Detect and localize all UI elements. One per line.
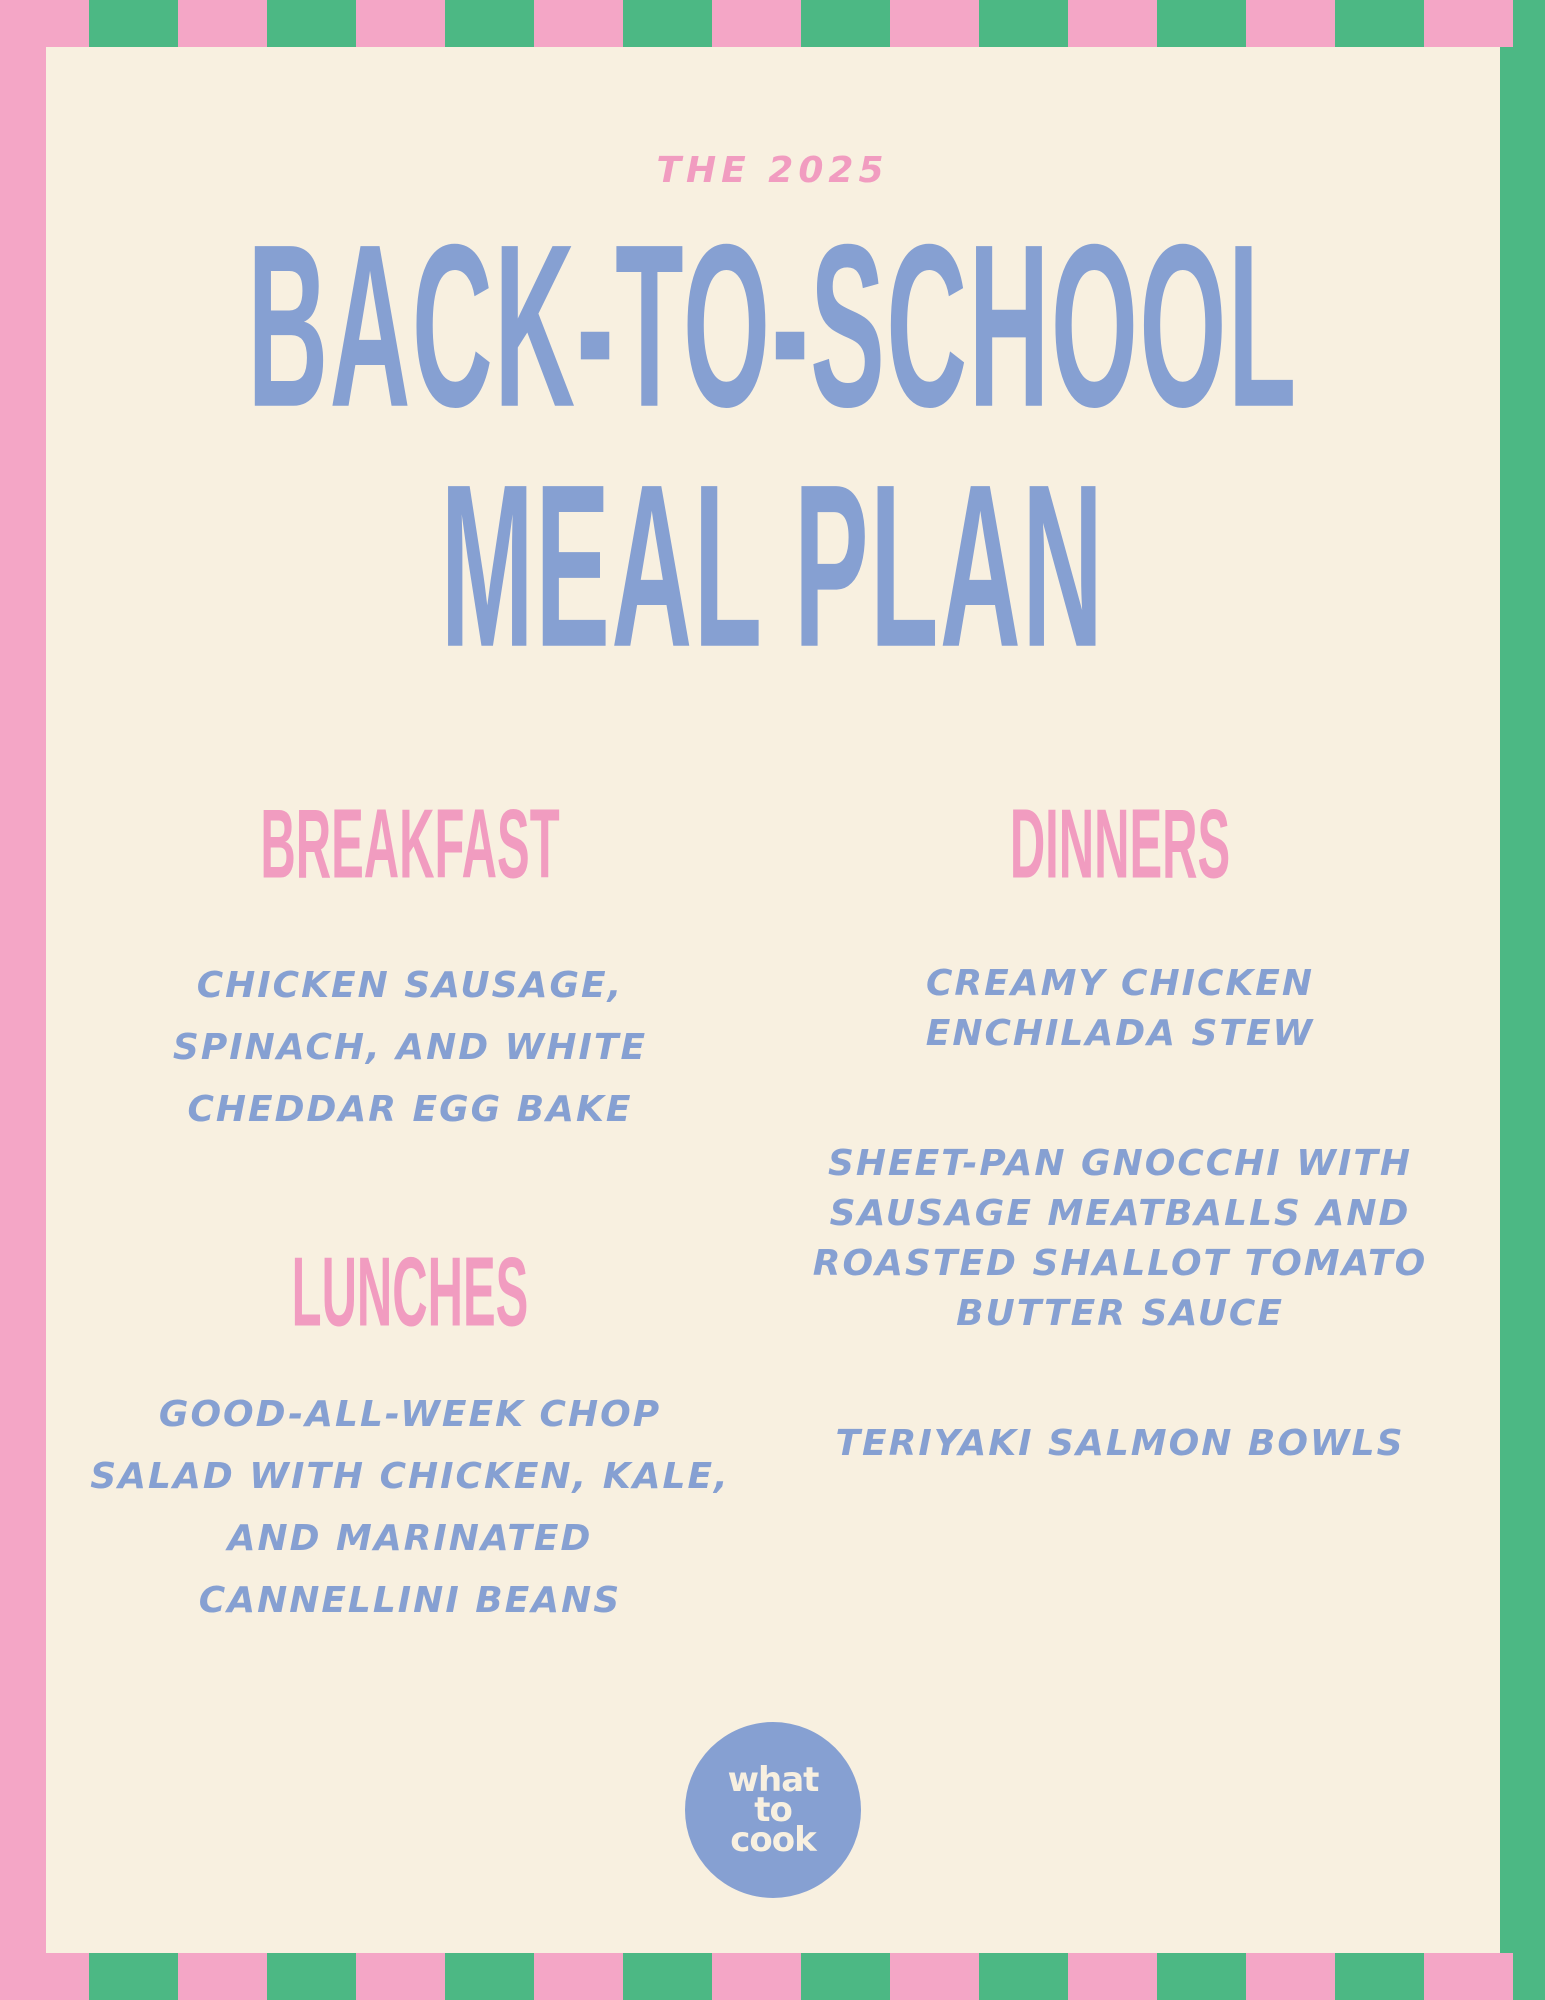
dinners-heading: DINNERS <box>1009 789 1231 900</box>
left-column <box>90 789 730 1695</box>
border-right <box>1500 47 1545 1953</box>
year-overline: THE 2025 <box>656 150 889 191</box>
striped-border-bottom <box>0 1953 1545 2000</box>
lunches-heading: LUNCHES <box>291 1237 529 1348</box>
breakfast-item: CHICKEN SAUSAGE, SPINACH, AND WHITE CHEDDAR EGG BAKE <box>172 965 648 1130</box>
lunch-item: GOOD-ALL-WEEK CHOP SALAD WITH CHICKEN, KALE, AND MARINATED CANNELLINI BEANS <box>90 1394 730 1621</box>
page-title-line-2: MEAL PLAN <box>440 435 1105 696</box>
dinner-item: TERIYAKI SALMON BOWLS <box>835 1423 1405 1464</box>
logo-text: what to cook <box>727 1760 819 1860</box>
dinner-item: SHEET-PAN GNOCCHI WITH SAUSAGE MEATBALLS AND ROASTED SHALLOT TOMATO BUTTER SAUCE <box>812 1143 1428 1334</box>
what-to-cook-logo <box>685 1722 861 1898</box>
breakfast-heading: BREAKFAST <box>260 789 560 900</box>
dinner-item: CREAMY CHICKEN ENCHILADA STEW <box>925 963 1315 1054</box>
striped-border-top <box>0 0 1545 47</box>
right-column <box>800 789 1440 1495</box>
page-title-line-1: BACK-TO-SCHOOL <box>247 195 1298 456</box>
border-left <box>0 47 46 1953</box>
